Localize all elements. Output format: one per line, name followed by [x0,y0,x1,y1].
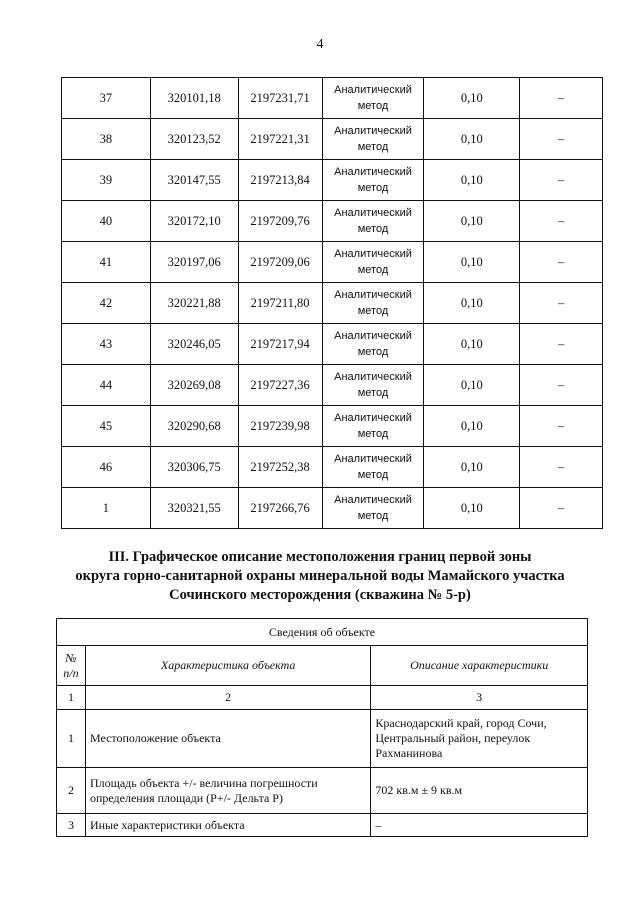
index-cell: 3 [371,686,588,710]
coord-y: 2197209,76 [238,201,322,242]
row-num: 2 [57,768,86,814]
method-line: метод [357,141,389,153]
coord-x: 320221,88 [150,283,238,324]
text-line: 702 кв.м ± 9 кв.м [375,783,463,797]
coord-y: 2197213,84 [238,160,322,201]
coord-y: 2197252,38 [238,447,322,488]
note: – [520,365,603,406]
table-row [57,768,588,814]
row-description [371,768,588,814]
table-row [62,488,603,529]
coord-x: 320147,55 [150,160,238,201]
method-line: метод [357,387,389,399]
method [322,283,424,324]
accuracy: 0,10 [424,201,520,242]
coord-y: 2197239,98 [238,406,322,447]
method-line: Аналитический [334,248,412,260]
method [322,242,424,283]
coord-x: 320306,75 [150,447,238,488]
coord-x: 320123,52 [150,119,238,160]
point-number: 46 [62,447,151,488]
row-description [371,814,588,837]
coord-y: 2197209,06 [238,242,322,283]
method-line: метод [357,469,389,481]
method [322,119,424,160]
text-line: Центральный район, переулок [375,731,531,745]
coord-x: 320197,06 [150,242,238,283]
accuracy: 0,10 [424,324,520,365]
method-line: метод [357,510,389,522]
accuracy: 0,10 [424,283,520,324]
coord-y: 2197217,94 [238,324,322,365]
method [322,447,424,488]
object-info-header: Сведения об объекте [57,619,588,646]
point-number: 44 [62,365,151,406]
method-line: метод [357,428,389,440]
point-number: 40 [62,201,151,242]
method [322,365,424,406]
note: – [520,242,603,283]
coord-y: 2197266,76 [238,488,322,529]
object-info-table [56,618,588,837]
accuracy: 0,10 [424,365,520,406]
row-characteristic [85,814,370,837]
row-num: 3 [57,814,86,837]
coord-y: 2197227,36 [238,365,322,406]
coord-x: 320172,10 [150,201,238,242]
method [322,201,424,242]
accuracy: 0,10 [424,242,520,283]
table-row [62,406,603,447]
point-number: 1 [62,488,151,529]
table-row [62,119,603,160]
point-number: 39 [62,160,151,201]
section-title-line: Сочинского месторождения (скважина № 5-р) [169,587,471,603]
table-row [62,447,603,488]
accuracy: 0,10 [424,447,520,488]
method [322,488,424,529]
point-number: 37 [62,78,151,119]
text-line: определения площади (Р+/- Дельта Р) [89,790,283,805]
method-line: метод [357,182,389,194]
row-num: 1 [57,710,86,768]
col-header-characteristic: Характеристика объекта [85,646,370,686]
note: – [520,447,603,488]
method [322,160,424,201]
method-line: Аналитический [334,125,412,137]
note: – [520,406,603,447]
method-line: Аналитический [334,84,412,96]
note: – [520,78,603,119]
point-number: 45 [62,406,151,447]
col-header-num [57,646,86,686]
note: – [520,160,603,201]
text-line: Площадь объекта +/- величина погрешности [89,775,318,790]
method-line: метод [357,346,389,358]
table-row [62,324,603,365]
index-cell: 2 [85,686,370,710]
text-line: Местоположение объекта [89,731,221,745]
table-row [57,814,588,837]
method-line: Аналитический [334,453,412,465]
point-number: 42 [62,283,151,324]
accuracy: 0,10 [424,119,520,160]
table-row [62,283,603,324]
accuracy: 0,10 [424,78,520,119]
table-row [62,78,603,119]
row-characteristic [85,768,370,814]
accuracy: 0,10 [424,160,520,201]
method-line: Аналитический [334,330,412,342]
coord-y: 2197221,31 [238,119,322,160]
index-cell: 1 [57,686,86,710]
point-number: 43 [62,324,151,365]
text-line: – [375,817,382,832]
coord-x: 320321,55 [150,488,238,529]
method-line: метод [357,264,389,276]
accuracy: 0,10 [424,488,520,529]
section-title-line: округа горно-санитарной охраны минеральной воды Мамайского участка [75,568,565,584]
method-line: Аналитический [334,166,412,178]
method-line: Аналитический [334,412,412,424]
text-line: Рахманинова [375,746,443,760]
table-row [62,201,603,242]
col-header-num-line: п/п [63,665,79,680]
text-line: Иные характеристики объекта [89,817,245,832]
point-number: 38 [62,119,151,160]
table-row [62,242,603,283]
point-number: 41 [62,242,151,283]
table-row [57,710,588,768]
accuracy: 0,10 [424,406,520,447]
coord-x: 320246,05 [150,324,238,365]
page-number: 4 [316,37,324,52]
coord-y: 2197211,80 [238,283,322,324]
method [322,406,424,447]
method-line: метод [357,100,389,112]
coord-x: 320269,08 [150,365,238,406]
col-header-description: Описание характеристики [371,646,588,686]
note: – [520,201,603,242]
method-line: Аналитический [334,207,412,219]
method [322,78,424,119]
row-characteristic [85,710,370,768]
coordinates-table [61,77,603,529]
col-header-num-line: № [65,650,77,665]
row-description [371,710,588,768]
note: – [520,283,603,324]
section-title-line: III. Графическое описание местоположения границ первой зоны [108,549,532,565]
coord-x: 320101,18 [150,78,238,119]
method-line: метод [357,223,389,235]
text-line: Краснодарский край, город Сочи, [375,716,547,730]
coord-y: 2197231,71 [238,78,322,119]
method-line: Аналитический [334,289,412,301]
method [322,324,424,365]
method-line: Аналитический [334,494,412,506]
table-row [62,365,603,406]
method-line: метод [357,305,389,317]
coord-x: 320290,68 [150,406,238,447]
method-line: Аналитический [334,371,412,383]
table-row [62,160,603,201]
section-title [40,548,600,605]
note: – [520,324,603,365]
note: – [520,488,603,529]
note: – [520,119,603,160]
